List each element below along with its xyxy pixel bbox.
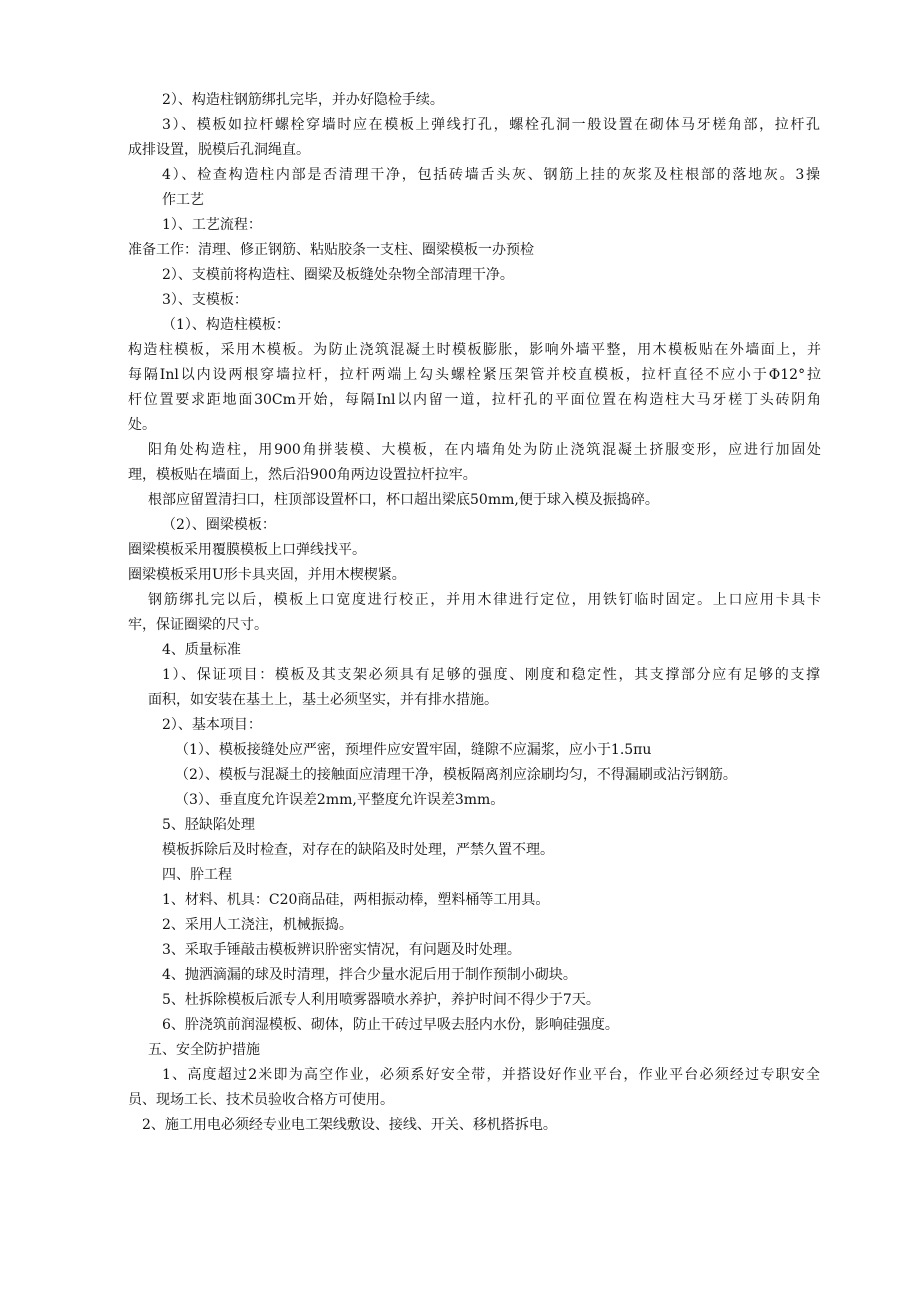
text-line: 3、采取手锤敲击模板辨识肸密实情况，有问题及时处理。 [162, 942, 521, 958]
text-line: 5、杜拆除模板后派专人利用喷雾器喷水养护，养护时间不得少于7天。 [162, 992, 600, 1008]
text-line: 1）、保证项目：模板及其支架必须具有足够的强度、刚度和稳定性，其支撑部分应有足够的支撑 [162, 667, 820, 683]
text-line: 3）、支模板： [162, 292, 248, 308]
text-line: 阳角处构造柱，用900角拼装模、大模板，在内墙角处为防止浇筑混凝土挤服变形，应进行加固处 [148, 442, 821, 458]
text-line: 2）、支模前将构造柱、圈梁及板缝处杂物全部清理干净。 [162, 267, 514, 283]
text-line: 准备工作：清理、修正钢筋、粘贴胶条一支柱、圈梁模板一办预检 [128, 242, 534, 258]
text-line: （2）、圈梁模板： [162, 517, 276, 533]
section-heading: 四、肸工程 [162, 867, 232, 883]
section-heading: 五、安全防护措施 [148, 1042, 260, 1058]
text-line: 钢筋绑扎完以后，模板上口宽度进行校正，并用木律进行定位，用铁钉临时固定。上口应用卡具卡 [148, 592, 821, 608]
text-line: 4、质量标准 [162, 642, 241, 658]
text-line: 面积，如安装在基土上，基土必须坚实，并有排水措施。 [148, 692, 498, 708]
text-line: 处。 [128, 417, 156, 433]
text-line: 3）、模板如拉杆螺栓穿墙时应在模板上弹线打孔，螺栓孔洞一般设置在砌体马牙槎角部，拉杆孔 [162, 117, 820, 133]
text-line: 1、材料、机具：C20商品硅，两相振动棒，塑料桶等工用具。 [162, 892, 550, 908]
text-line: 圈梁模板采用U形卡具夹固，并用木楔楔紧。 [128, 567, 406, 583]
text-line: 4）、检查构造柱内部是否清理干净，包括砖墙舌头灰、钢筋上挂的灰浆及柱根部的落地灰。3操 [162, 167, 820, 183]
text-line: 牢，保证圈梁的尺寸。 [128, 617, 268, 633]
text-line: 2、施工用电必须经专业电工架线敷设、接线、开关、移机搭拆电。 [142, 1117, 557, 1133]
text-line: 根部应留置清扫口，柱顶部设置杯口，杯口超出梁底50mm,便于球入模及振捣碎。 [148, 492, 659, 508]
text-line: 每隔Inl以内设两根穿墙拉杆，拉杆两端上勾头螺栓紧压架管并校直模板，拉杆直径不应小于Φ12°拉 [128, 367, 821, 383]
text-line: 6、肸浇筑前润湿模板、砌体，防止干砖过早吸去胫内水份，影响硅强度。 [162, 1017, 619, 1033]
text-line: 4、抛洒滴漏的球及时清理，拌合少量水泥后用于制作预制小砌块。 [162, 967, 577, 983]
text-line: 1、高度超过2米即为高空作业，必须系好安全带，并搭设好作业平台，作业平台必须经过专职安全 [162, 1067, 820, 1083]
text-line: 作工艺 [162, 192, 204, 208]
text-line: 1）、工艺流程： [162, 217, 262, 233]
text-line: 5、胫缺陷处理 [162, 817, 255, 833]
text-line: 杆位置要求距地面30Cm开始，每隔Inl以内留一道，拉杆孔的平面位置在构造柱大马牙槎丁头砖阴角 [128, 392, 821, 408]
text-line: （1）、构造柱模板： [162, 317, 290, 333]
text-line: 构造柱模板，采用木模板。为防止浇筑混凝土时模板膨胀，影响外墙平整，用木模板贴在外墙面上，并 [128, 342, 821, 358]
text-line: （1）、模板接缝处应严密，预埋件应安置牢固，缝隙不应漏浆，应小于1.5πu [175, 742, 652, 758]
text-line: 理，模板贴在墙面上，然后沿900角两边设置拉杆拉牢。 [128, 467, 477, 483]
text-line: 成排设置，脱模后孔洞绳直。 [128, 142, 310, 158]
text-line: 员、现场工长、技术员验收合格方可使用。 [128, 1092, 394, 1108]
text-line: （3）、垂直度允许误差2mm,平整度允许误差3mm。 [175, 792, 505, 808]
text-line: 模板拆除后及时检查，对存在的缺陷及时处理，严禁久置不理。 [162, 842, 554, 858]
text-line: 2）、基本项目： [162, 717, 262, 733]
text-line: （2）、模板与混凝土的接触面应清理干净，模板隔离剂应涂刷均匀，不得漏刷或沾污钢筋。 [175, 767, 737, 783]
text-line: 圈梁模板采用覆膜模板上口弹线找平。 [128, 542, 366, 558]
text-line: 2）、构造柱钢筋绑扎完毕，并办好隐检手续。 [162, 92, 444, 108]
text-line: 2、采用人工浇注，机械振捣。 [162, 917, 353, 933]
